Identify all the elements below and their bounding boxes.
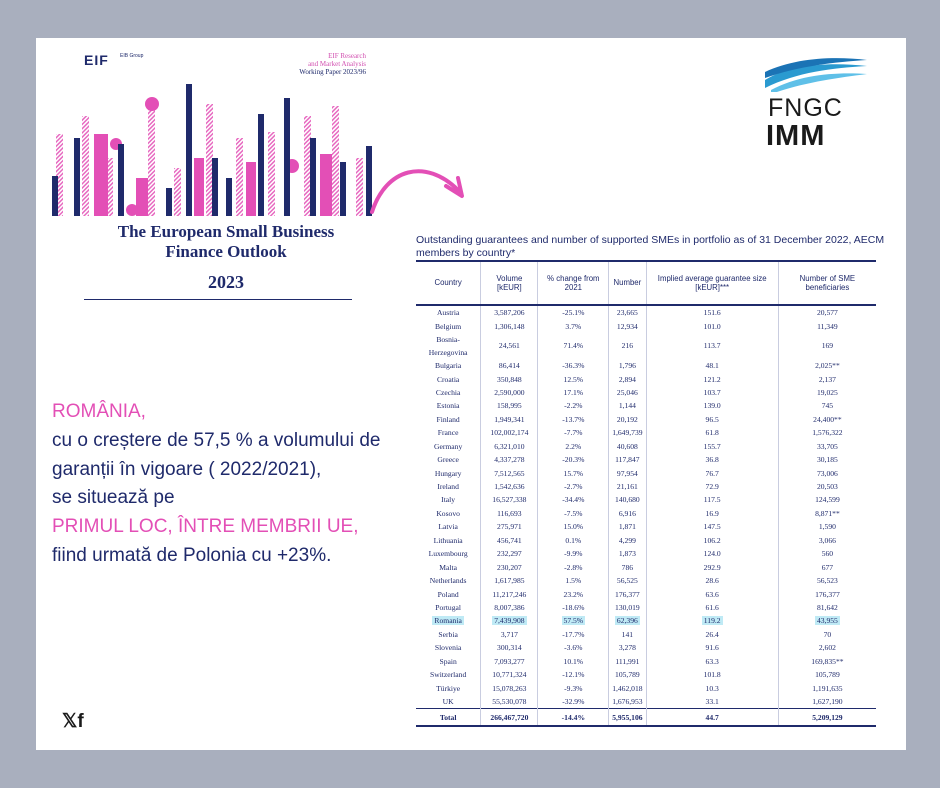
table-cell: 12.5% [538,372,609,385]
table-cell: -2.7% [538,480,609,493]
table-cell: 350,848 [481,372,538,385]
table-cell: 1,676,953 [609,695,646,709]
table-cell: 560 [821,549,834,559]
table-cell: 101.0 [646,319,778,332]
table-cell: 61.6 [646,601,778,614]
table-cell: 745 [821,401,834,411]
table-cell: 139.0 [646,399,778,412]
table-cell: 3,717 [481,628,538,641]
table-total-row [416,709,876,727]
title-divider [84,299,352,300]
table-cell: Malta [416,560,481,573]
table-row [416,534,876,547]
eif-logo-sub: EIB Group [120,53,144,59]
table-cell: 1,871 [609,520,646,533]
table-cell: 105,789 [609,668,646,681]
table-cell: 124,599 [815,495,840,505]
table-cell: 43,955 [816,616,838,626]
table-cell: 2,137 [818,374,836,384]
table-cell: 232,297 [481,547,538,560]
table-cell: 106.2 [646,534,778,547]
table-cell: -25.1% [538,305,609,319]
table-cell: 140,680 [609,493,646,506]
table-cell: -32.9% [538,695,609,709]
table-cell: 456,741 [481,534,538,547]
table-cell: 6,916 [609,507,646,520]
total-cell: 44.7 [646,709,778,727]
table-cell: 105,789 [815,670,840,680]
table-cell: 1,542,636 [481,480,538,493]
message-line-1: ROMÂNIA, [52,401,146,422]
table-cell: 15.7% [538,466,609,479]
table-row [416,614,876,627]
table-cell: 7,439,908 [481,614,538,627]
imm-logo-text: IMM [766,120,826,152]
table-cell: Estonia [416,399,481,412]
table-row [416,372,876,385]
fngc-imm-logo [761,58,881,152]
header-avg-size: Implied average guarantee size [kEUR]*** [646,261,778,305]
working-paper-label: Working Paper 2023/96 [299,68,366,76]
table-cell: France [416,426,481,439]
table-row [416,601,876,614]
curved-arrow-icon [366,148,476,228]
table-cell: 1,617,985 [481,574,538,587]
table-row [416,668,876,681]
table-cell: 11,217,246 [481,587,538,600]
table-cell: 169,835** [811,656,844,666]
table-cell: 96.5 [646,413,778,426]
table-cell: Belgium [416,319,481,332]
table-cell: 7,512,565 [481,466,538,479]
table-row [416,426,876,439]
table-cell: 3,587,206 [481,305,538,319]
table-cell: -17.7% [538,628,609,641]
table-cell: -7.7% [538,426,609,439]
facebook-icon[interactable]: f [77,711,84,732]
table-cell: Finland [416,413,481,426]
table-cell: 1.5% [538,574,609,587]
table-cell: Portugal [416,601,481,614]
table-row [416,681,876,694]
table-cell: 2,025** [815,361,840,371]
table-cell: 1,306,148 [481,319,538,332]
table-cell: 102,002,174 [481,426,538,439]
table-cell: 21,161 [609,480,646,493]
table-cell: Türkiye [416,681,481,694]
headline-message [52,398,380,571]
table-cell: 2.2% [538,440,609,453]
table-cell: 12,934 [609,319,646,332]
table-cell: 10.3 [646,681,778,694]
table-cell: 2,602 [818,643,836,653]
infographic-card [36,38,906,750]
research-line2: and Market Analysis [308,60,366,68]
table-cell: 33.1 [646,695,778,709]
table-title: Outstanding guarantees and number of supported SMEs in portfolio as of 31 December 2022, AECM members by country* [416,234,885,259]
table-cell: Romania [416,614,481,627]
table-cell: 15.0% [538,520,609,533]
table-row [416,507,876,520]
total-cell: Total [416,709,481,727]
table-row [416,319,876,332]
table-cell: Slovenia [416,641,481,654]
table-cell: Bulgaria [416,359,481,372]
table-row [416,628,876,641]
table-cell: 11,349 [817,321,838,331]
table-cell: Italy [416,493,481,506]
table-cell: 111,991 [609,655,646,668]
table-cell: -36.3% [538,359,609,372]
table-cell: 1,873 [609,547,646,560]
table-cell: 169 [821,341,834,351]
cover-bar-graphic [36,38,396,228]
table-cell: 1,649,739 [609,426,646,439]
table-cell: 176,377 [609,587,646,600]
table-cell: 26.4 [646,628,778,641]
table-body [416,305,876,709]
x-icon[interactable]: 𝕏 [62,711,78,732]
table-cell: Serbia [416,628,481,641]
table-cell: 71.4% [538,333,609,359]
table-row [416,480,876,493]
table-cell: 6,321,010 [481,440,538,453]
table-cell: 56,525 [609,574,646,587]
table-cell: 117.5 [646,493,778,506]
total-cell: -14.4% [538,709,609,727]
table-cell: 48.1 [646,359,778,372]
table-cell: 36.8 [646,453,778,466]
table-cell: 63.6 [646,587,778,600]
table-cell: 158,995 [481,399,538,412]
table-cell: 130,019 [609,601,646,614]
fngc-wave-icon [761,58,871,92]
table-cell: 3.7% [538,319,609,332]
total-cell: 266,467,720 [481,709,538,727]
table-cell: Hungary [416,466,481,479]
header-volume: Volume [kEUR] [481,261,538,305]
table-cell: 40,608 [609,440,646,453]
table-cell: 103.7 [646,386,778,399]
table-cell: 19,025 [816,387,838,397]
header-change: % change from 2021 [538,261,609,305]
table-cell: 73,006 [816,468,838,478]
table-cell: Poland [416,587,481,600]
table-cell: 216 [609,333,646,359]
table-cell: 8,007,386 [481,601,538,614]
header-number: Number [609,261,646,305]
table-cell: 4,337,278 [481,453,538,466]
table-cell: 25,046 [609,386,646,399]
table-cell: 15,078,263 [481,681,538,694]
table-cell: 117,847 [609,453,646,466]
table-cell: -9.3% [538,681,609,694]
table-row [416,386,876,399]
table-cell: Netherlands [416,574,481,587]
table-cell: Kosovo [416,507,481,520]
table-cell: -18.6% [538,601,609,614]
table-cell: 141 [609,628,646,641]
table-row [416,399,876,412]
guarantees-table [416,260,876,727]
table-cell: 81,642 [816,602,838,612]
eif-logo-mark: EIF [84,52,109,68]
table-cell: 3,278 [609,641,646,654]
table-cell: 300,314 [481,641,538,654]
table-row [416,440,876,453]
table-row [416,574,876,587]
table-row [416,413,876,426]
table-cell: 121.2 [646,372,778,385]
table-cell: 20,503 [816,482,838,492]
total-cell: 5,209,129 [778,709,876,727]
table-header-row [416,261,876,305]
table-cell: 8,871** [815,508,840,518]
message-line-3: garanții în vigoare ( 2022/2021), [52,458,322,480]
table-cell: 24,561 [481,333,538,359]
table-cell: 116,693 [481,507,538,520]
message-line-4: se situează pe [52,487,175,509]
table-cell: Czechia [416,386,481,399]
table-cell: Bosnia-Herzegovina [416,333,481,359]
table-cell: 10,771,324 [481,668,538,681]
table-cell: 24,400** [813,414,842,424]
table-cell: 17.1% [538,386,609,399]
publication-title-line1: The European Small Business [117,222,335,241]
table-cell: 30,185 [816,455,838,465]
table-cell: 55,530,078 [481,695,538,709]
research-line1: EIF Research [328,52,366,60]
table-cell: -2.8% [538,560,609,573]
table-cell: 155.7 [646,440,778,453]
social-links [62,710,84,733]
table-cell: 230,207 [481,560,538,573]
publication-year: 2023 [208,272,244,292]
table-cell: 2,894 [609,372,646,385]
table-cell: 786 [609,560,646,573]
table-cell: -9.9% [538,547,609,560]
table-cell: 33,705 [816,441,838,451]
table-cell: 1,144 [609,399,646,412]
table-cell: 20,192 [609,413,646,426]
table-row [416,333,876,359]
publication-title-line2: Finance Outlook [165,242,287,261]
table-cell: 101.8 [646,668,778,681]
table-cell: 292.9 [646,560,778,573]
table-row [416,520,876,533]
table-cell: Lithuania [416,534,481,547]
table-row [416,547,876,560]
table-cell: 1,796 [609,359,646,372]
table-cell: -12.1% [538,668,609,681]
table-cell: -2.2% [538,399,609,412]
table-cell: 151.6 [646,305,778,319]
table-cell: 57.5% [538,614,609,627]
total-cell: 5,955,106 [609,709,646,727]
table-cell: 70 [823,629,832,639]
message-line-5: PRIMUL LOC, ÎNTRE MEMBRII UE, [52,516,359,538]
fngc-logo-text: FNGC [768,94,843,122]
table-cell: 7,093,277 [481,655,538,668]
message-line-2: cu o creștere de 57,5 % a volumului de [52,429,381,451]
table-cell: 62,396 [609,614,646,627]
table-cell: UK [416,695,481,709]
table-cell: 23,665 [609,305,646,319]
table-cell: 28.6 [646,574,778,587]
publication-title [66,222,386,262]
table-cell: 91.6 [646,641,778,654]
table-cell: Germany [416,440,481,453]
table-row [416,493,876,506]
table-cell: 63.3 [646,655,778,668]
table-cell: 16.9 [646,507,778,520]
table-row [416,466,876,479]
table-cell: -20.3% [538,453,609,466]
table-cell: 72.9 [646,480,778,493]
table-cell: 677 [821,562,834,572]
table-cell: Spain [416,655,481,668]
table-cell: 1,462,018 [609,681,646,694]
table-row [416,587,876,600]
table-cell: 1,191,635 [812,683,843,693]
table-row [416,453,876,466]
table-cell: 20,577 [816,308,838,318]
table-row [416,695,876,709]
table-cell: -7.5% [538,507,609,520]
table-cell: 113.7 [646,333,778,359]
table-row [416,655,876,668]
table-cell: 56,523 [816,576,838,586]
table-row [416,305,876,319]
table-cell: Luxembourg [416,547,481,560]
table-row [416,359,876,372]
table-cell: 3,066 [818,535,836,545]
table-cell: -13.7% [538,413,609,426]
table-cell: 76.7 [646,466,778,479]
table-cell: 1,949,341 [481,413,538,426]
table-cell: Greece [416,453,481,466]
table-row [416,641,876,654]
table-cell: 275,971 [481,520,538,533]
table-cell: 97,954 [609,466,646,479]
table-cell: 1,590 [818,522,836,532]
table-cell: 23.2% [538,587,609,600]
table-cell: 16,527,338 [481,493,538,506]
table-cell: -34.4% [538,493,609,506]
table-cell: 119.2 [646,614,778,627]
table-cell: 1,627,190 [812,697,843,707]
table-cell: 10.1% [538,655,609,668]
table-cell: 1,576,322 [812,428,843,438]
table-cell: -3.6% [538,641,609,654]
table-cell: 4,299 [609,534,646,547]
table-cell: Switzerland [416,668,481,681]
table-cell: Croatia [416,372,481,385]
table-cell: 0.1% [538,534,609,547]
table-cell: 2,590,000 [481,386,538,399]
table-cell: Austria [416,305,481,319]
table-cell: 86,414 [481,359,538,372]
message-line-6: fiind urmată de Polonia cu +23%. [52,544,332,566]
header-beneficiaries: Number of SME beneficiaries [778,261,876,305]
table-cell: 61.8 [646,426,778,439]
table-row [416,560,876,573]
table-cell: Ireland [416,480,481,493]
table-cell: 176,377 [815,589,840,599]
table-cell: 124.0 [646,547,778,560]
table-cell: Latvia [416,520,481,533]
table-cell: 147.5 [646,520,778,533]
header-country: Country [416,261,481,305]
